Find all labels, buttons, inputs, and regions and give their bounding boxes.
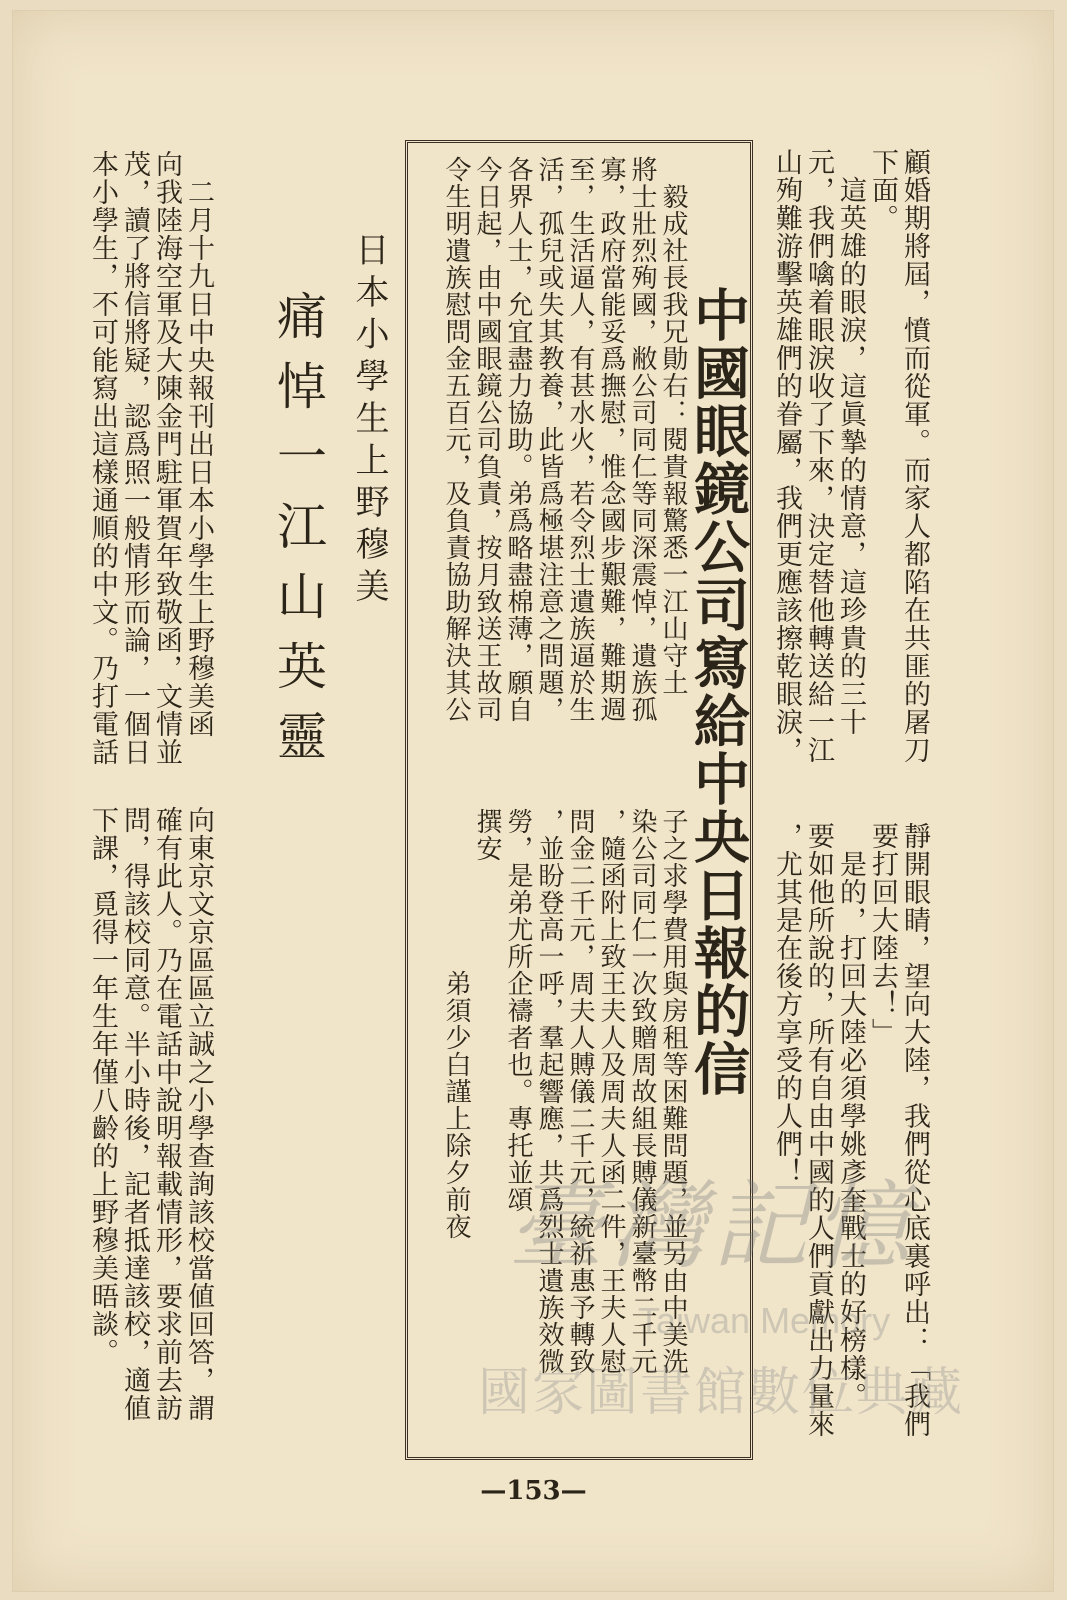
page-number: —153— [480, 1476, 587, 1506]
watermark-english-text: Taiwan Memory [638, 1300, 891, 1341]
left-article-bottom-text: 向東京文京區區立誠之小學查詢該校當値回答，謂 確有此人。乃在電話中說明報載情形，要求前去訪 問，得該校同意。半小時後，記者抵達該校，適値 下課，覓得一年生年僅八齡的上野穆美晤談。 [87, 806, 214, 1422]
watermark-script-text: 臺灣記憶 [508, 1170, 916, 1282]
letter-top-text: 毅成社長我兄勛右：閱貴報驚悉一江山守土 將士壯烈殉國，敝公司同仁等同深震悼，遺族孤 寡，政府當能妥爲撫慰，惟念國步艱難，難期週 至，生活逼人，有甚水火，若令烈士遺族逼於生 活，孤兒或失其教養，此皆爲極堪注意之問題， 各界人士，允宜盡力協助。弟爲略盡棉薄，願自 今日起，由中國眼鏡公司負責，按月致送王故司 令生明遺族慰問金五百元，及負責協助解決其公 [441, 156, 688, 723]
article-byline: 日本小學生上野穆美 [349, 232, 389, 610]
letter-bottom-text: 子之求學費用與房租等困難問題，並另由中美洗 染公司同仁一次致贈周故組長賻儀新臺幣二千元 ，隨函附上致王夫人及周夫人函二件，王夫人慰 問金二千元，周夫人賻儀二千元，統祈惠予轉致 ，並盼登高一呼，羣起響應，共爲烈士遺族效微 勞，是弟尤所企禱者也。專托並頌 撰安 弟須少白謹上除夕前夜 [441, 808, 688, 1375]
letter-title: 中國眼鏡公司寫給中央日報的信 [685, 286, 751, 1098]
right-article-top-text: 顧婚期將屆，憤而從軍。而家人都陷在共匪的屠刀 下面。 這英雄的眼淚，這眞摯的情意，這珍貴的三十 元，我們噙着眼淚收了下來，決定替他轉送給一江 山殉難游擊英雄們的眷屬，我們更應該擦乾眼淚， [771, 148, 930, 764]
article-title: 痛悼一江山英靈 [269, 290, 327, 780]
left-article-top-text: 二月十九日中央報刊出日本小學生上野穆美函 向我陸海空軍及大陳金門駐軍賀年致敬函，文情並 茂，讀了將信將疑，認爲照一般情形而論，一個日 本小學生，不可能寫出這樣通順的中文。乃打電話 [87, 150, 214, 766]
watermark [478, 1150, 978, 1430]
watermark-chinese-text: 國家圖書館數位典藏 [478, 1363, 965, 1423]
right-article-bottom-text: 靜開眼睛，望向大陸，我們從心底裏呼出：「我們 要打回大陸去！」 是的，打回大陸必須學姚彥奎戰士的好榜樣。 要如他所說的，所有自由中國的人們貢獻出力量來 ，尤其是在後方享受的人們！ [771, 822, 930, 1438]
